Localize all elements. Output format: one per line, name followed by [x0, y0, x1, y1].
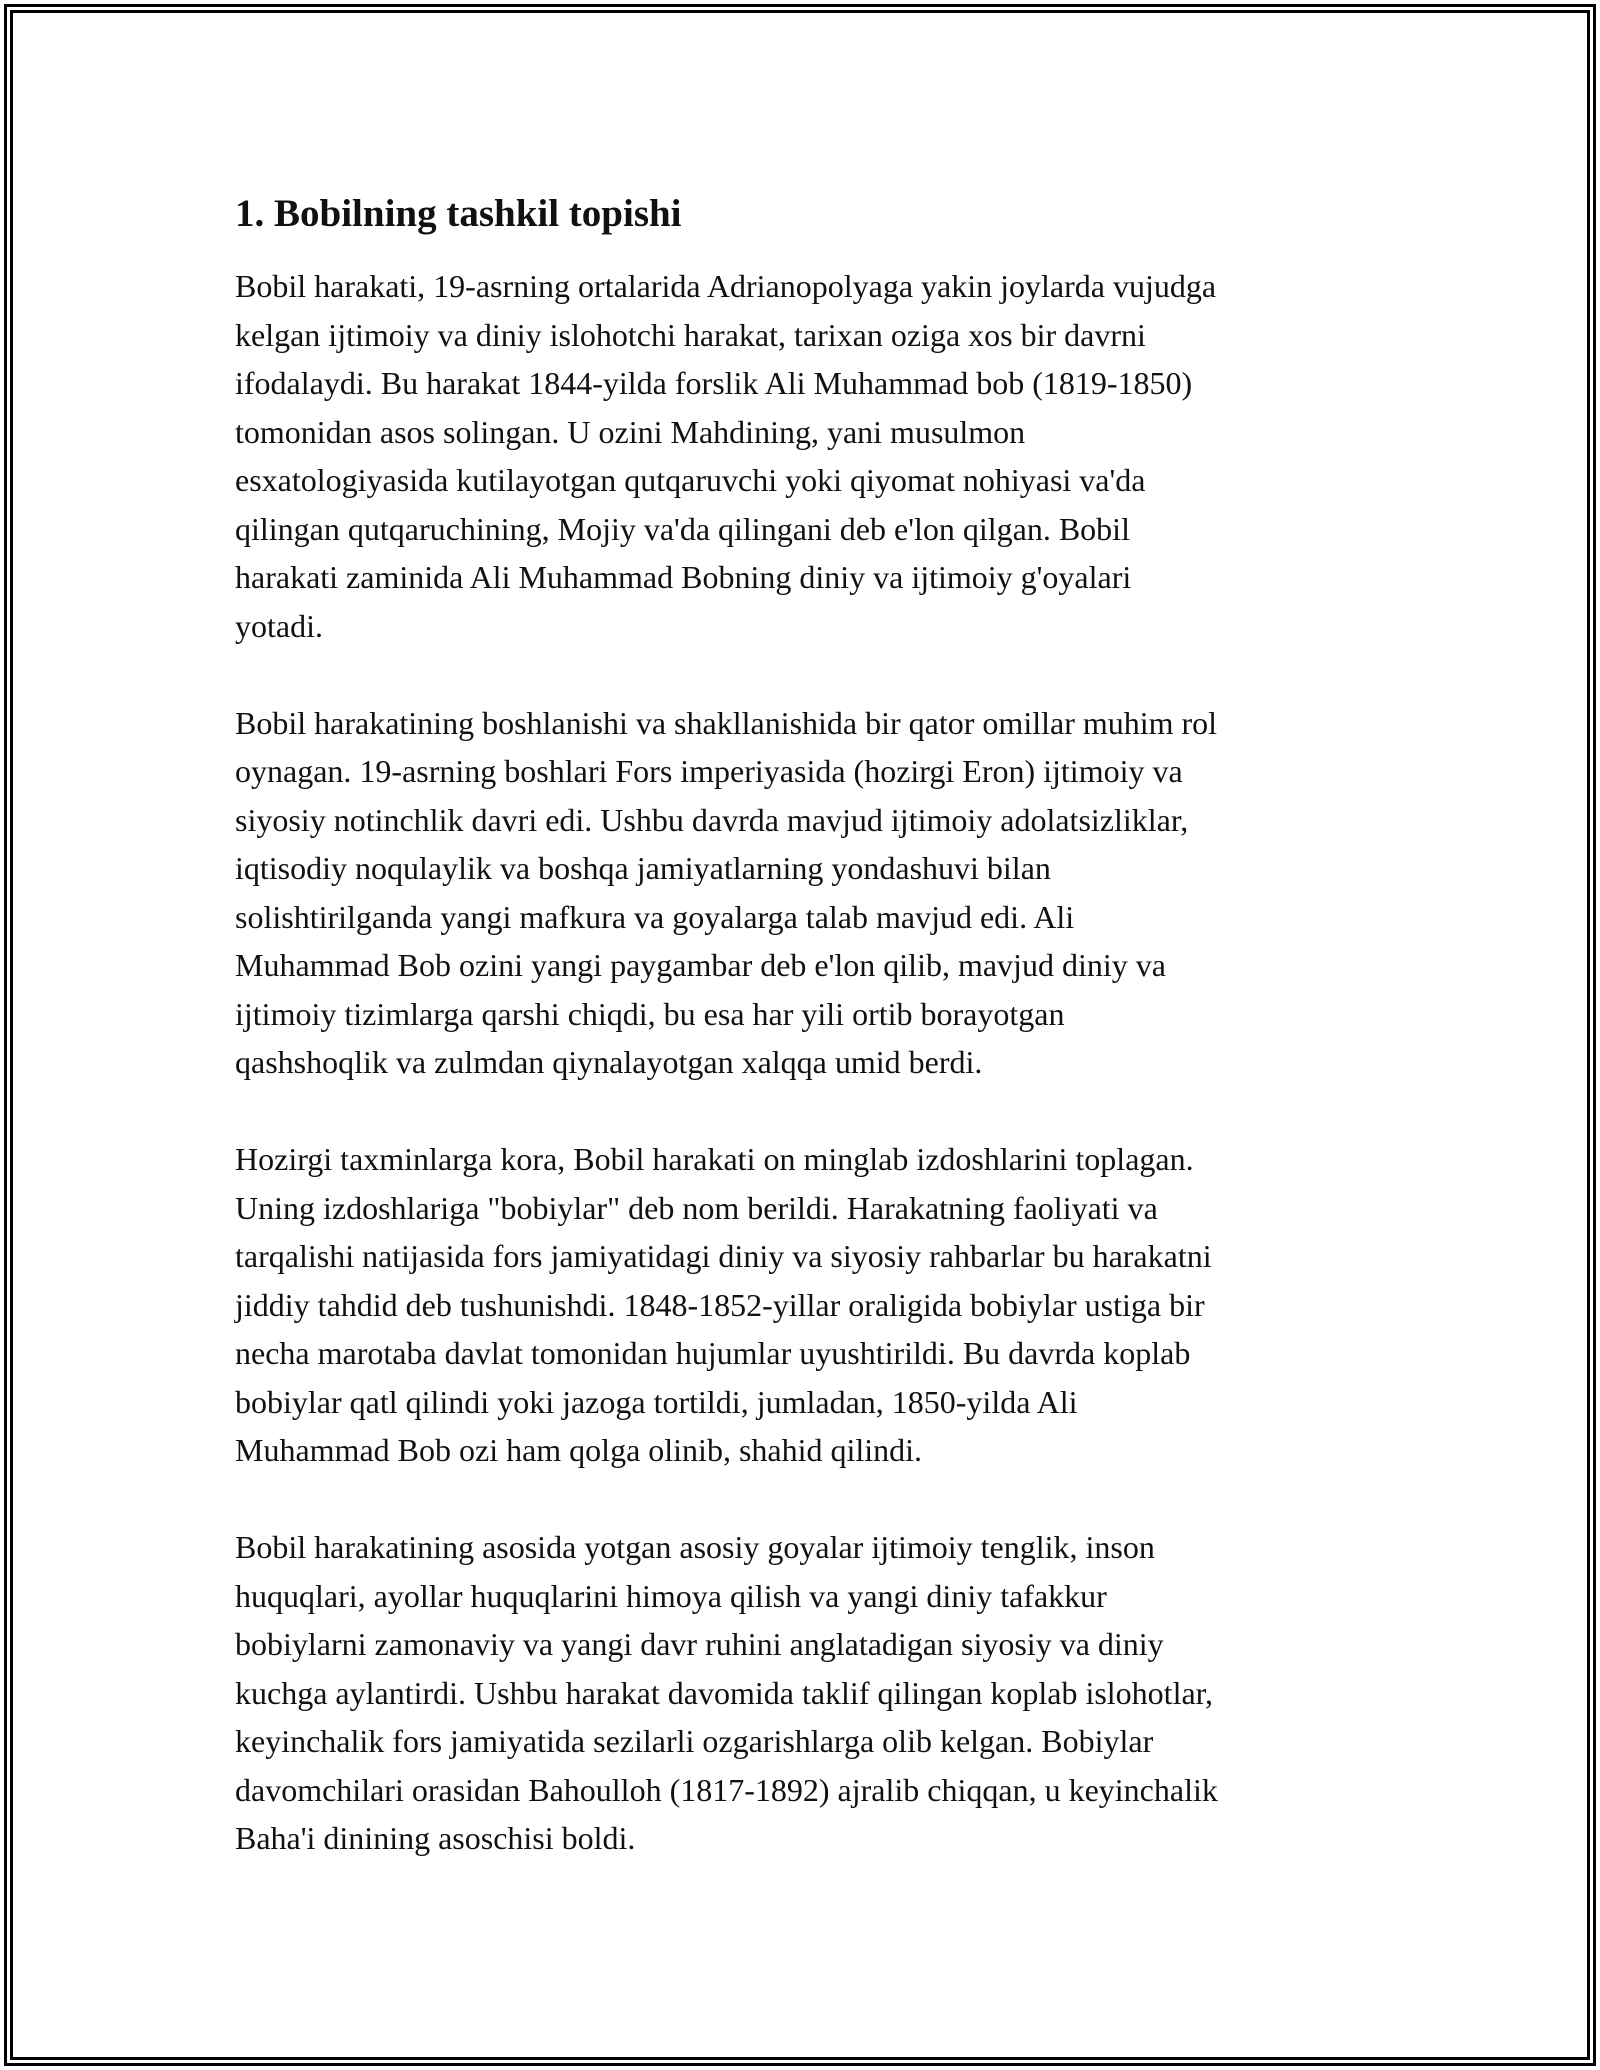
document-body — [235, 188, 1370, 1911]
section-heading: 1. Bobilning tashkil topishi — [235, 192, 682, 235]
paragraph-2: Bobil harakatining boshlanishi va shakllanishida bir qator omillar muhim rol oynagan. 19-asrning boshlari Fors imperiyasida (hozirgi Eron) ijtimoiy va siyosiy notinchlik davri edi. Ushbu davrda mavjud ijtimoiy adolatsizliklar, iqtisodiy noqulaylik va boshqa jamiyatlarning yondashuvi bilan solishtirilganda yangi mafkura va goyalarga talab mavjud edi. Ali Muhammad Bob ozini yangi paygambar deb e'lon qilib, mavjud diniy va ijtimoiy tizimlarga qarshi chiqdi, bu esa har yili ortib borayotgan qashshoqlik va zulmdan qiynalayotgan xalqqa umid berdi. — [235, 704, 1218, 1080]
paragraph-1: Bobil harakati, 19-asrning ortalarida Adrianopolyaga yakin joylarda vujudga kelgan ijtimoiy va diniy islohotchi harakat, tarixan oziga xos bir davrni ifodalaydi. Bu harakat 1844-yilda forslik Ali Muhammad bob (1819-1850) tomonidan asos solingan. U ozini Mahdining, yani musulmon esxatologiyasida kutilayotgan qutqaruvchi yoki qiyomat nohiyasi va'da qilingan qutqaruchining, Mojiy va'da qilingani deb e'lon qilgan. Bobil harakati zaminida Ali Muhammad Bobning diniy va ijtimoiy g'oyalari yotadi. — [235, 268, 1217, 644]
paragraph-4: Bobil harakatining asosida yotgan asosiy goyalar ijtimoiy tenglik, inson huquqlari, ayollar huquqlarini himoya qilish va yangi diniy tafakkur bobiylarni zamonaviy va yangi davr ruhini anglatadigan siyosiy va diniy kuchga aylantirdi. Ushbu harakat davomida taklif qilingan koplab islohotlar, keyinchalik fors jamiyatida sezilarli ozgarishlarga olib kelgan. Bobiylar davomchilari orasidan Bahoulloh (1817-1892) ajralib chiqqan, u keyinchalik Baha'i dinining asoschisi boldi. — [235, 1529, 1218, 1856]
paragraph-3: Hozirgi taxminlarga kora, Bobil harakati on minglab izdoshlarini toplagan. Uning izdoshlariga "bobiylar" deb nom berildi. Harakatning faoliyati va tarqalishi natijasida fors jamiyatidagi diniy va siyosiy rahbarlar bu harakatni jiddiy tahdid deb tushunishdi. 1848-1852-yillar oraligida bobiylar ustiga bir necha marotaba davlat tomonidan hujumlar uyushtirildi. Bu davrda koplab bobiylar qatl qilindi yoki jazoga tortildi, jumladan, 1850-yilda Ali Muhammad Bob ozi ham qolga olinib, shahid qilindi. — [235, 1141, 1212, 1468]
